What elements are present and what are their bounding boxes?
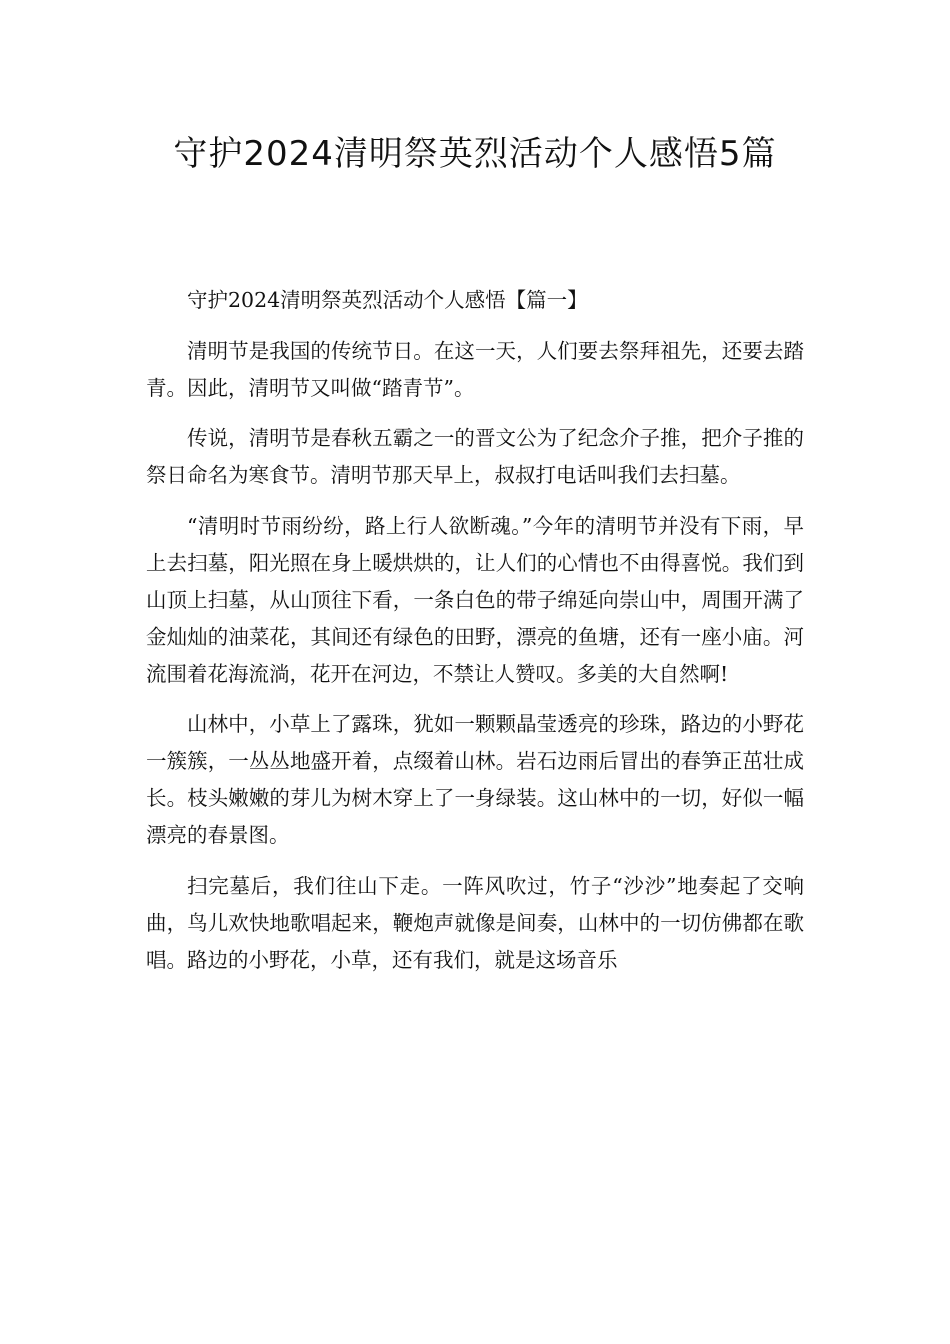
paragraph-2: 传说，清明节是春秋五霸之一的晋文公为了纪念介子推，把介子推的祭日命名为寒食节。清明节那天早上，叔叔打电话叫我们去扫墓。 bbox=[146, 426, 804, 487]
paragraph-4: 山林中，小草上了露珠，犹如一颗颗晶莹透亮的珍珠，路边的小野花一簇簇，一丛丛地盛开着，点缀着山林。岩石边雨后冒出的春笋正茁壮成长。枝头嫩嫩的芽儿为树木穿上了一身绿装。这山林中的一切，好似一幅漂亮的春景图。 bbox=[146, 712, 804, 847]
paragraph-1: 清明节是我国的传统节日。在这一天，人们要去祭拜祖先，还要去踏青。因此，清明节又叫做“踏青节”。 bbox=[146, 338, 804, 400]
document-title: 守护2024清明祭英烈活动个人感悟5篇 bbox=[173, 134, 777, 174]
section-heading: 守护2024清明祭英烈活动个人感悟【篇一】 bbox=[187, 288, 588, 312]
paragraph-3: “清明时节雨纷纷，路上行人欲断魂。”今年的清明节并没有下雨，早上去扫墓，阳光照在身上暖烘烘的，让人们的心情也不由得喜悦。我们到山顶上扫墓，从山顶往下看，一条白色的带子绵延向崇山中，周围开满了金灿灿的油菜花，其间还有绿色的田野，漂亮的鱼塘，还有一座小庙。河流围着花海流淌，花开在河边，不禁让人赞叹。多美的大自然啊! bbox=[146, 513, 804, 686]
document-body bbox=[146, 282, 804, 992]
paragraph-5: 扫完墓后，我们往山下走。一阵风吹过，竹子“沙沙”地奏起了交响曲，鸟儿欢快地歌唱起来，鞭炮声就像是间奏，山林中的一切仿佛都在歌唱。路边的小野花，小草，还有我们，就是这场音乐 bbox=[146, 873, 804, 972]
